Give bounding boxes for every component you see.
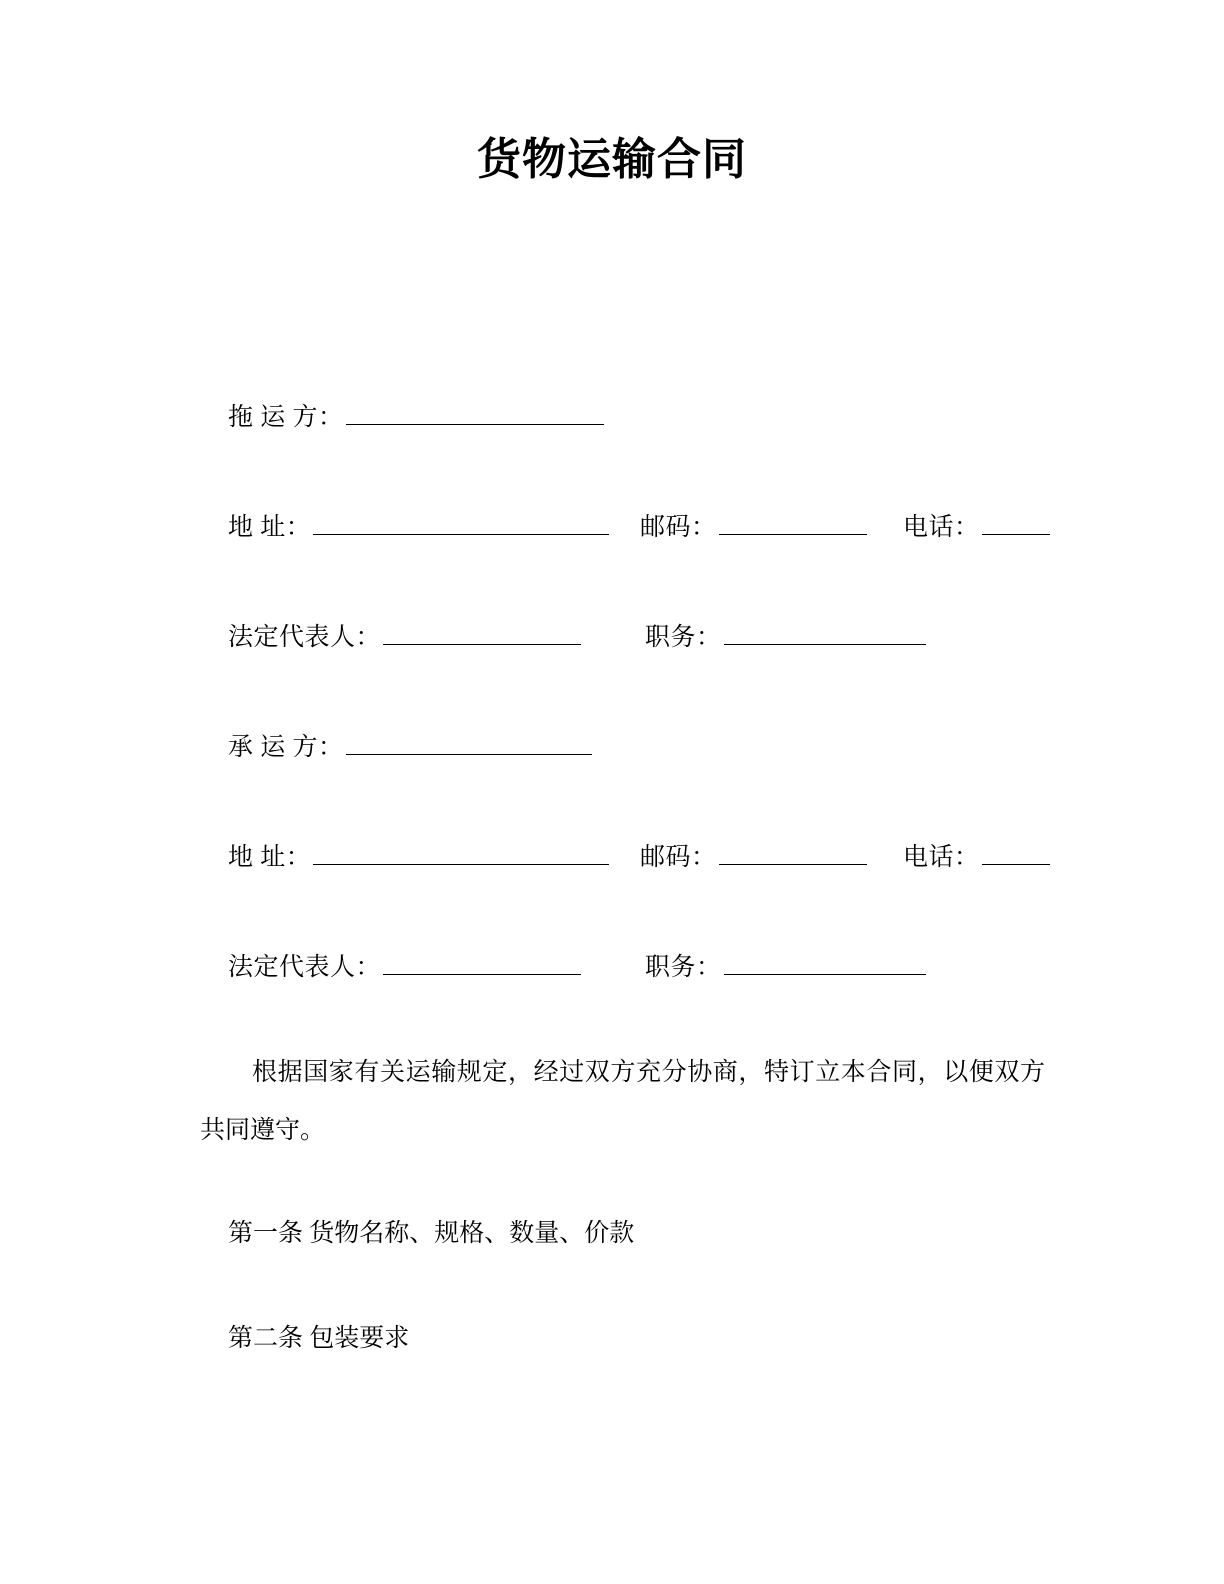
field-shipper-address bbox=[228, 508, 609, 546]
party-information-form bbox=[228, 398, 1044, 1058]
field-carrier-zip bbox=[640, 838, 867, 876]
input-shipper-address[interactable] bbox=[313, 508, 609, 535]
form-row-carrier-representative bbox=[228, 948, 1044, 1058]
field-label-tel-2: 电话： bbox=[903, 844, 980, 871]
field-label-address: 地 址： bbox=[228, 514, 312, 541]
clause-item-1: 第一条 货物名称、规格、数量、价款 bbox=[228, 1220, 635, 1247]
field-shipper-zip bbox=[640, 508, 867, 546]
input-shipper-legal-rep[interactable] bbox=[383, 618, 581, 645]
preamble-paragraph: 根据国家有关运输规定，经过双方充分协商，特订立本合同，以便双方共同遵守。 bbox=[200, 1059, 1045, 1144]
field-shipper-legal-rep bbox=[228, 618, 581, 656]
input-carrier-legal-rep[interactable] bbox=[383, 948, 581, 975]
field-shipper-job-title bbox=[645, 618, 926, 656]
field-label-zip-2: 邮码： bbox=[640, 844, 717, 871]
field-label-job-title: 职务： bbox=[645, 624, 722, 651]
field-carrier-tel bbox=[903, 838, 1050, 876]
form-row-shipper-address bbox=[228, 508, 1044, 618]
field-carrier-job-title bbox=[645, 948, 926, 986]
preamble-block bbox=[200, 1044, 1045, 1160]
field-label-job-title-2: 职务： bbox=[645, 954, 722, 981]
field-shipper-tel bbox=[903, 508, 1050, 546]
input-shipper-zip[interactable] bbox=[719, 508, 867, 535]
field-carrier-legal-rep bbox=[228, 948, 581, 986]
input-shipper-job-title[interactable] bbox=[724, 618, 926, 645]
field-label-carrier: 承 运 方： bbox=[228, 734, 344, 761]
field-shipper bbox=[228, 398, 604, 436]
input-carrier[interactable] bbox=[346, 728, 592, 755]
field-label-address-2: 地 址： bbox=[228, 844, 312, 871]
field-carrier-address bbox=[228, 838, 609, 876]
form-row-shipper bbox=[228, 398, 1044, 508]
field-label-tel: 电话： bbox=[903, 514, 980, 541]
page-title: 货物运输合同 bbox=[477, 135, 747, 184]
input-carrier-tel[interactable] bbox=[982, 838, 1050, 865]
input-carrier-address[interactable] bbox=[313, 838, 609, 865]
field-label-legal-rep-2: 法定代表人： bbox=[228, 954, 382, 981]
form-row-carrier bbox=[228, 728, 1044, 838]
input-shipper[interactable] bbox=[346, 398, 604, 425]
field-label-shipper: 拖 运 方： bbox=[228, 404, 344, 431]
field-label-zip: 邮码： bbox=[640, 514, 717, 541]
input-shipper-tel[interactable] bbox=[982, 508, 1050, 535]
field-carrier bbox=[228, 728, 592, 766]
form-row-shipper-representative bbox=[228, 618, 1044, 728]
input-carrier-zip[interactable] bbox=[719, 838, 867, 865]
form-row-carrier-address bbox=[228, 838, 1044, 948]
clause-item-2: 第二条 包装要求 bbox=[228, 1325, 410, 1352]
input-carrier-job-title[interactable] bbox=[724, 948, 926, 975]
field-label-legal-rep: 法定代表人： bbox=[228, 624, 382, 651]
